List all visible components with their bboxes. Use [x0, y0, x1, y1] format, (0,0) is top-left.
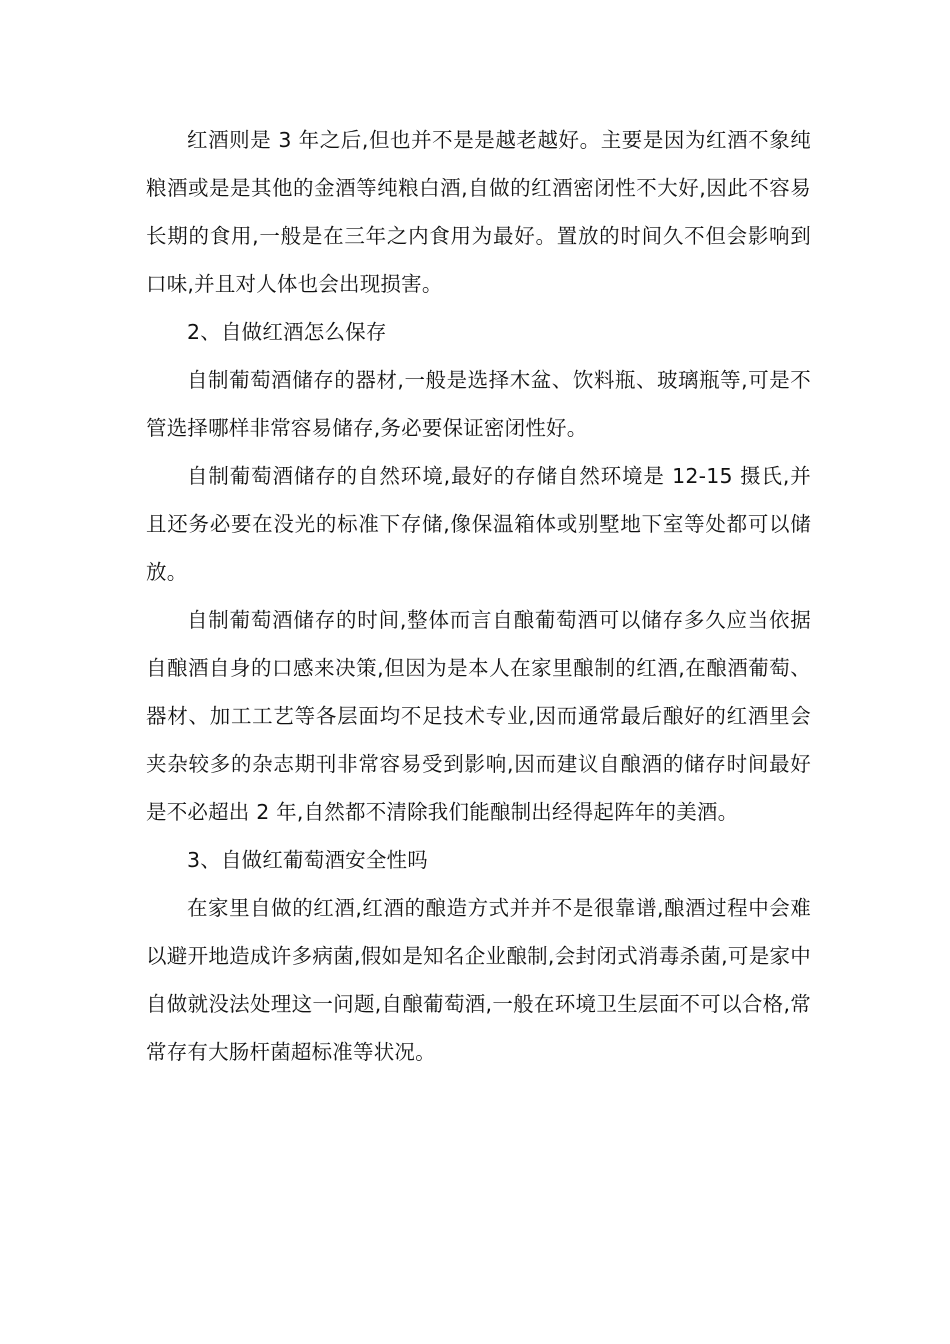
- paragraph-storage-containers: 自制葡萄酒储存的器材,一般是选择木盆、饮料瓶、玻璃瓶等,可是不管选择哪样非常容易储存,务必要保证密闭性好。: [146, 368, 811, 440]
- paragraph-red-wine-aging: 红酒则是 3 年之后,但也并不是是越老越好。主要是因为红酒不象纯粮酒或是是其他的金酒等纯粮白酒,自做的红酒密闭性不大好,因此不容易长期的食用,一般是在三年之内食用为最好。置放的时间久不但会影响到口味,并且对人体也会出现损害。: [146, 128, 811, 296]
- paragraph-storage-environment: 自制葡萄酒储存的自然环境,最好的存储自然环境是 12-15 摄氏,并且还务必要在没光的标准下存储,像保温箱体或别墅地下室等处都可以储放。: [146, 464, 811, 584]
- paragraph-storage-time: 自制葡萄酒储存的时间,整体而言自酿葡萄酒可以储存多久应当依据自酿酒自身的口感来决策,但因为是本人在家里酿制的红酒,在酿酒葡萄、器材、加工工艺等各层面均不足技术专业,因而通常最后酿好的红酒里会夹杂较多的杂志期刊非常容易受到影响,因而建议自酿酒的储存时间最好是不必超出 2 年,自然都不清除我们能酿制出经得起阵年的美酒。: [146, 608, 811, 824]
- paragraph-safety: 在家里自做的红酒,红酒的酿造方式并并不是很靠谱,酿酒过程中会难以避开地造成许多病菌,假如是知名企业酿制,会封闭式消毒杀菌,可是家中自做就没法处理这一问题,自酿葡萄酒,一般在环境卫生层面不可以合格,常常存有大肠杆菌超标准等状况。: [146, 896, 811, 1064]
- document-body: [146, 116, 811, 1076]
- heading-how-to-store: 2、自做红酒怎么保存: [187, 320, 387, 344]
- heading-is-it-safe: 3、自做红葡萄酒安全性吗: [187, 848, 428, 872]
